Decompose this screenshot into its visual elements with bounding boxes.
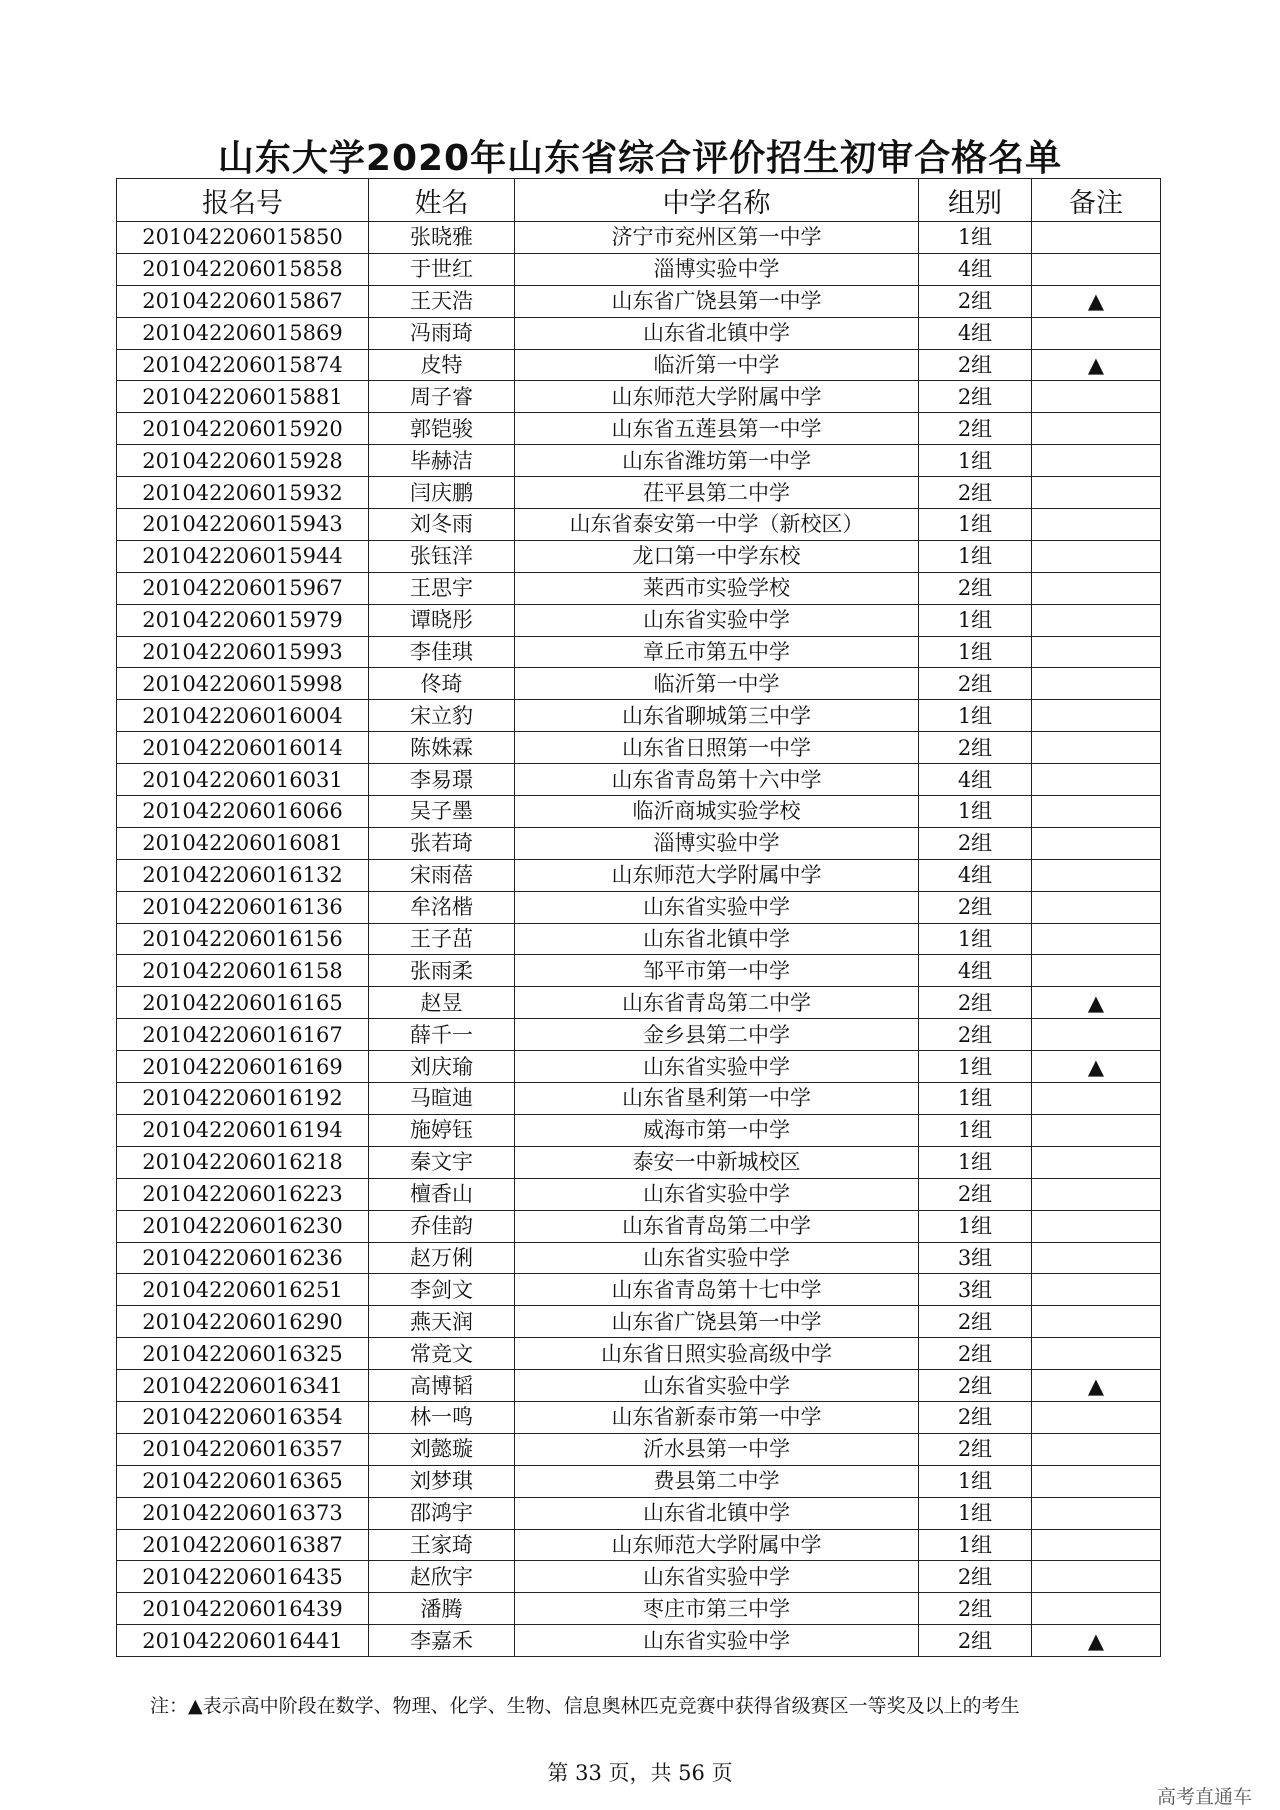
- school-name-cell: 沂水县第一中学: [515, 1433, 919, 1465]
- registration-number-cell: 201042206016223: [117, 1178, 369, 1210]
- school-name-cell: 威海市第一中学: [515, 1114, 919, 1146]
- remark-cell: [1032, 796, 1161, 828]
- student-name-cell: 李剑文: [369, 1274, 515, 1306]
- remark-cell: ▲: [1032, 987, 1161, 1019]
- remark-cell: [1032, 668, 1161, 700]
- table-row: [117, 796, 1161, 828]
- student-name-cell: 张若琦: [369, 827, 515, 859]
- registration-number-cell: 201042206016192: [117, 1083, 369, 1115]
- student-name-cell: 王思宇: [369, 572, 515, 604]
- group-cell: 2组: [919, 1019, 1032, 1051]
- table-row: [117, 636, 1161, 668]
- table-row: [117, 987, 1161, 1019]
- table-row: [117, 1051, 1161, 1083]
- registration-number-cell: 201042206015867: [117, 285, 369, 317]
- student-name-cell: 李易璟: [369, 764, 515, 796]
- remark-cell: [1032, 1465, 1161, 1497]
- school-name-cell: 山东省实验中学: [515, 1561, 919, 1593]
- remark-cell: ▲: [1032, 1370, 1161, 1402]
- remark-cell: [1032, 1593, 1161, 1625]
- student-name-cell: 陈姝霖: [369, 732, 515, 764]
- school-name-cell: 茌平县第二中学: [515, 477, 919, 509]
- table-row: [117, 540, 1161, 572]
- student-name-cell: 牟洺楷: [369, 891, 515, 923]
- group-cell: 1组: [919, 636, 1032, 668]
- school-name-cell: 山东省广饶县第一中学: [515, 285, 919, 317]
- school-name-cell: 枣庄市第三中学: [515, 1593, 919, 1625]
- remark-cell: [1032, 572, 1161, 604]
- remark-cell: [1032, 445, 1161, 477]
- remark-cell: [1032, 381, 1161, 413]
- student-name-cell: 刘懿璇: [369, 1433, 515, 1465]
- remark-cell: [1032, 604, 1161, 636]
- table-row: [117, 349, 1161, 381]
- registration-number-cell: 201042206016031: [117, 764, 369, 796]
- student-name-cell: 李嘉禾: [369, 1625, 515, 1657]
- registration-number-cell: 201042206015874: [117, 349, 369, 381]
- table-row: [117, 1370, 1161, 1402]
- school-name-cell: 山东省实验中学: [515, 1370, 919, 1402]
- registration-number-cell: 201042206016169: [117, 1051, 369, 1083]
- registration-number-cell: 201042206016136: [117, 891, 369, 923]
- table-row: [117, 509, 1161, 541]
- registration-number-cell: 201042206016004: [117, 700, 369, 732]
- table-row: [117, 1146, 1161, 1178]
- school-name-cell: 淄博实验中学: [515, 253, 919, 285]
- school-name-cell: 山东省实验中学: [515, 1625, 919, 1657]
- table-row: [117, 381, 1161, 413]
- school-name-cell: 山东省日照实验高级中学: [515, 1338, 919, 1370]
- remark-cell: [1032, 1561, 1161, 1593]
- student-name-cell: 赵昱: [369, 987, 515, 1019]
- group-cell: 1组: [919, 540, 1032, 572]
- remark-cell: ▲: [1032, 1051, 1161, 1083]
- student-name-cell: 刘庆瑜: [369, 1051, 515, 1083]
- school-name-cell: 莱西市实验学校: [515, 572, 919, 604]
- school-name-cell: 临沂商城实验学校: [515, 796, 919, 828]
- registration-number-cell: 201042206016014: [117, 732, 369, 764]
- student-name-cell: 王家琦: [369, 1529, 515, 1561]
- student-name-cell: 檀香山: [369, 1178, 515, 1210]
- registration-number-cell: 201042206016236: [117, 1242, 369, 1274]
- registration-number-cell: 201042206016194: [117, 1114, 369, 1146]
- school-name-cell: 山东省垦利第一中学: [515, 1083, 919, 1115]
- student-name-cell: 于世红: [369, 253, 515, 285]
- watermark: 高考直通车: [1156, 1786, 1252, 1808]
- school-name-cell: 山东省实验中学: [515, 891, 919, 923]
- header-remark: 备注: [1032, 179, 1161, 222]
- student-name-cell: 马暄迪: [369, 1083, 515, 1115]
- registration-number-cell: 201042206015979: [117, 604, 369, 636]
- group-cell: 1组: [919, 1146, 1032, 1178]
- table-row: [117, 732, 1161, 764]
- school-name-cell: 金乡县第二中学: [515, 1019, 919, 1051]
- group-cell: 4组: [919, 955, 1032, 987]
- group-cell: 4组: [919, 859, 1032, 891]
- registration-number-cell: 201042206015932: [117, 477, 369, 509]
- table-row: [117, 1083, 1161, 1115]
- group-cell: 2组: [919, 1178, 1032, 1210]
- table-row: [117, 891, 1161, 923]
- school-name-cell: 山东省潍坊第一中学: [515, 445, 919, 477]
- student-name-cell: 潘腾: [369, 1593, 515, 1625]
- group-cell: 3组: [919, 1242, 1032, 1274]
- school-name-cell: 山东省广饶县第一中学: [515, 1306, 919, 1338]
- remark-cell: [1032, 1401, 1161, 1433]
- registration-number-cell: 201042206015998: [117, 668, 369, 700]
- student-name-cell: 薛千一: [369, 1019, 515, 1051]
- group-cell: 4组: [919, 317, 1032, 349]
- registration-number-cell: 201042206016387: [117, 1529, 369, 1561]
- student-name-cell: 燕天润: [369, 1306, 515, 1338]
- school-name-cell: 山东省实验中学: [515, 1178, 919, 1210]
- remark-cell: [1032, 732, 1161, 764]
- student-name-cell: 冯雨琦: [369, 317, 515, 349]
- remark-cell: ▲: [1032, 349, 1161, 381]
- group-cell: 1组: [919, 1529, 1032, 1561]
- group-cell: 1组: [919, 923, 1032, 955]
- remark-cell: [1032, 636, 1161, 668]
- group-cell: 2组: [919, 413, 1032, 445]
- group-cell: 2组: [919, 381, 1032, 413]
- table-row: [117, 923, 1161, 955]
- table-row: [117, 764, 1161, 796]
- registration-number-cell: 201042206015881: [117, 381, 369, 413]
- group-cell: 1组: [919, 445, 1032, 477]
- group-cell: 1组: [919, 796, 1032, 828]
- group-cell: 2组: [919, 668, 1032, 700]
- remark-cell: [1032, 509, 1161, 541]
- registration-number-cell: 201042206016357: [117, 1433, 369, 1465]
- registration-number-cell: 201042206016066: [117, 796, 369, 828]
- school-name-cell: 泰安一中新城校区: [515, 1146, 919, 1178]
- table-row: [117, 1114, 1161, 1146]
- student-name-cell: 常竞文: [369, 1338, 515, 1370]
- group-cell: 2组: [919, 1625, 1032, 1657]
- remark-cell: [1032, 1529, 1161, 1561]
- registration-number-cell: 201042206016218: [117, 1146, 369, 1178]
- group-cell: 4组: [919, 253, 1032, 285]
- remark-cell: [1032, 253, 1161, 285]
- table-row: [117, 253, 1161, 285]
- student-name-cell: 秦文宇: [369, 1146, 515, 1178]
- student-name-cell: 毕赫洁: [369, 445, 515, 477]
- remark-cell: [1032, 413, 1161, 445]
- group-cell: 1组: [919, 604, 1032, 636]
- student-name-cell: 王子茁: [369, 923, 515, 955]
- admission-list-table: [116, 178, 1161, 1657]
- remark-cell: [1032, 1274, 1161, 1306]
- registration-number-cell: 201042206016441: [117, 1625, 369, 1657]
- group-cell: 2组: [919, 1338, 1032, 1370]
- table-row: [117, 222, 1161, 254]
- student-name-cell: 高博韬: [369, 1370, 515, 1402]
- student-name-cell: 周子睿: [369, 381, 515, 413]
- group-cell: 2组: [919, 349, 1032, 381]
- school-name-cell: 临沂第一中学: [515, 668, 919, 700]
- table-header-row: [117, 179, 1161, 222]
- page-title: 山东大学2020年山东省综合评价招生初审合格名单: [217, 138, 1063, 179]
- table-row: [117, 604, 1161, 636]
- school-name-cell: 邹平市第一中学: [515, 955, 919, 987]
- school-name-cell: 山东省青岛第十六中学: [515, 764, 919, 796]
- group-cell: 2组: [919, 732, 1032, 764]
- student-name-cell: 皮特: [369, 349, 515, 381]
- table-row: [117, 1593, 1161, 1625]
- remark-cell: ▲: [1032, 1625, 1161, 1657]
- group-cell: 2组: [919, 827, 1032, 859]
- registration-number-cell: 201042206015928: [117, 445, 369, 477]
- group-cell: 2组: [919, 1561, 1032, 1593]
- remark-cell: [1032, 1210, 1161, 1242]
- remark-cell: [1032, 700, 1161, 732]
- remark-cell: [1032, 1338, 1161, 1370]
- student-name-cell: 张雨柔: [369, 955, 515, 987]
- registration-number-cell: 201042206016341: [117, 1370, 369, 1402]
- remark-cell: [1032, 827, 1161, 859]
- registration-number-cell: 201042206015920: [117, 413, 369, 445]
- table-row: [117, 1625, 1161, 1657]
- group-cell: 1组: [919, 1497, 1032, 1529]
- student-name-cell: 李佳琪: [369, 636, 515, 668]
- remark-cell: [1032, 891, 1161, 923]
- group-cell: 2组: [919, 477, 1032, 509]
- school-name-cell: 山东省新泰市第一中学: [515, 1401, 919, 1433]
- registration-number-cell: 201042206016156: [117, 923, 369, 955]
- group-cell: 2组: [919, 572, 1032, 604]
- group-cell: 1组: [919, 1465, 1032, 1497]
- table-row: [117, 445, 1161, 477]
- group-cell: 2组: [919, 1306, 1032, 1338]
- student-name-cell: 乔佳韵: [369, 1210, 515, 1242]
- table-row: [117, 1338, 1161, 1370]
- table-row: [117, 285, 1161, 317]
- registration-number-cell: 201042206016158: [117, 955, 369, 987]
- school-name-cell: 山东师范大学附属中学: [515, 1529, 919, 1561]
- student-name-cell: 刘冬雨: [369, 509, 515, 541]
- school-name-cell: 山东省青岛第二中学: [515, 987, 919, 1019]
- school-name-cell: 费县第二中学: [515, 1465, 919, 1497]
- school-name-cell: 济宁市兖州区第一中学: [515, 222, 919, 254]
- table-row: [117, 1210, 1161, 1242]
- table-row: [117, 827, 1161, 859]
- table-row: [117, 859, 1161, 891]
- table-row: [117, 572, 1161, 604]
- registration-number-cell: 201042206015850: [117, 222, 369, 254]
- registration-number-cell: 201042206015943: [117, 509, 369, 541]
- table-row: [117, 1019, 1161, 1051]
- table-row: [117, 955, 1161, 987]
- student-name-cell: 张晓雅: [369, 222, 515, 254]
- remark-cell: [1032, 540, 1161, 572]
- header-name: 姓名: [369, 179, 515, 222]
- registration-number-cell: 201042206016251: [117, 1274, 369, 1306]
- group-cell: 1组: [919, 1210, 1032, 1242]
- registration-number-cell: 201042206015944: [117, 540, 369, 572]
- remark-cell: [1032, 477, 1161, 509]
- table-row: [117, 1306, 1161, 1338]
- remark-cell: ▲: [1032, 285, 1161, 317]
- student-name-cell: 郭铠骏: [369, 413, 515, 445]
- registration-number-cell: 201042206016167: [117, 1019, 369, 1051]
- student-name-cell: 谭晓彤: [369, 604, 515, 636]
- table-row: [117, 700, 1161, 732]
- registration-number-cell: 201042206016439: [117, 1593, 369, 1625]
- school-name-cell: 山东省聊城第三中学: [515, 700, 919, 732]
- registration-number-cell: 201042206016290: [117, 1306, 369, 1338]
- table-row: [117, 317, 1161, 349]
- group-cell: 1组: [919, 222, 1032, 254]
- school-name-cell: 山东师范大学附属中学: [515, 381, 919, 413]
- student-name-cell: 吴子墨: [369, 796, 515, 828]
- table-row: [117, 668, 1161, 700]
- remark-cell: [1032, 923, 1161, 955]
- registration-number-cell: 201042206016165: [117, 987, 369, 1019]
- group-cell: 1组: [919, 700, 1032, 732]
- student-name-cell: 宋立豹: [369, 700, 515, 732]
- table-row: [117, 1561, 1161, 1593]
- header-school: 中学名称: [515, 179, 919, 222]
- table-row: [117, 477, 1161, 509]
- student-name-cell: 闫庆鹏: [369, 477, 515, 509]
- table-row: [117, 1433, 1161, 1465]
- remark-cell: [1032, 1146, 1161, 1178]
- table-row: [117, 1178, 1161, 1210]
- group-cell: 2组: [919, 1593, 1032, 1625]
- remark-cell: [1032, 1083, 1161, 1115]
- student-name-cell: 施婷钰: [369, 1114, 515, 1146]
- remark-cell: [1032, 764, 1161, 796]
- registration-number-cell: 201042206015858: [117, 253, 369, 285]
- school-name-cell: 山东省青岛第二中学: [515, 1210, 919, 1242]
- header-group: 组别: [919, 179, 1032, 222]
- registration-number-cell: 201042206015993: [117, 636, 369, 668]
- school-name-cell: 山东省实验中学: [515, 604, 919, 636]
- student-name-cell: 林一鸣: [369, 1401, 515, 1433]
- header-registration-number: 报名号: [117, 179, 369, 222]
- school-name-cell: 山东省北镇中学: [515, 1497, 919, 1529]
- group-cell: 2组: [919, 285, 1032, 317]
- registration-number-cell: 201042206015967: [117, 572, 369, 604]
- remark-cell: [1032, 222, 1161, 254]
- remark-cell: [1032, 1306, 1161, 1338]
- remark-cell: [1032, 317, 1161, 349]
- registration-number-cell: 201042206016325: [117, 1338, 369, 1370]
- table-row: [117, 1497, 1161, 1529]
- page-number: 第 33 页，共 56 页: [547, 1761, 733, 1785]
- remark-cell: [1032, 1497, 1161, 1529]
- school-name-cell: 山东省青岛第十七中学: [515, 1274, 919, 1306]
- registration-number-cell: 201042206016365: [117, 1465, 369, 1497]
- school-name-cell: 山东省泰安第一中学（新校区）: [515, 509, 919, 541]
- school-name-cell: 山东省五莲县第一中学: [515, 413, 919, 445]
- table-row: [117, 1401, 1161, 1433]
- table-row: [117, 1274, 1161, 1306]
- school-name-cell: 山东师范大学附属中学: [515, 859, 919, 891]
- student-name-cell: 宋雨蓓: [369, 859, 515, 891]
- group-cell: 1组: [919, 1051, 1032, 1083]
- registration-number-cell: 201042206016230: [117, 1210, 369, 1242]
- student-name-cell: 刘梦琪: [369, 1465, 515, 1497]
- group-cell: 3组: [919, 1274, 1032, 1306]
- group-cell: 1组: [919, 1083, 1032, 1115]
- school-name-cell: 龙口第一中学东校: [515, 540, 919, 572]
- table-row: [117, 1529, 1161, 1561]
- remark-cell: [1032, 1114, 1161, 1146]
- remark-cell: [1032, 1433, 1161, 1465]
- group-cell: 2组: [919, 1370, 1032, 1402]
- group-cell: 1组: [919, 1114, 1032, 1146]
- remark-cell: [1032, 859, 1161, 891]
- table-body: [117, 222, 1161, 1657]
- student-name-cell: 邵鸿宇: [369, 1497, 515, 1529]
- registration-number-cell: 201042206016132: [117, 859, 369, 891]
- remark-cell: [1032, 1178, 1161, 1210]
- school-name-cell: 山东省实验中学: [515, 1051, 919, 1083]
- school-name-cell: 山东省日照第一中学: [515, 732, 919, 764]
- remark-cell: [1032, 1019, 1161, 1051]
- registration-number-cell: 201042206015869: [117, 317, 369, 349]
- school-name-cell: 章丘市第五中学: [515, 636, 919, 668]
- remark-cell: [1032, 955, 1161, 987]
- registration-number-cell: 201042206016435: [117, 1561, 369, 1593]
- registration-number-cell: 201042206016354: [117, 1401, 369, 1433]
- student-name-cell: 王天浩: [369, 285, 515, 317]
- group-cell: 2组: [919, 891, 1032, 923]
- table-row: [117, 1465, 1161, 1497]
- remark-cell: [1032, 1242, 1161, 1274]
- table-row: [117, 1242, 1161, 1274]
- student-name-cell: 张钰洋: [369, 540, 515, 572]
- school-name-cell: 山东省北镇中学: [515, 317, 919, 349]
- group-cell: 2组: [919, 987, 1032, 1019]
- group-cell: 4组: [919, 764, 1032, 796]
- student-name-cell: 赵万俐: [369, 1242, 515, 1274]
- table-row: [117, 413, 1161, 445]
- group-cell: 2组: [919, 1433, 1032, 1465]
- student-name-cell: 佟琦: [369, 668, 515, 700]
- group-cell: 1组: [919, 509, 1032, 541]
- registration-number-cell: 201042206016373: [117, 1497, 369, 1529]
- student-name-cell: 赵欣宇: [369, 1561, 515, 1593]
- school-name-cell: 淄博实验中学: [515, 827, 919, 859]
- footnote: 注：▲表示高中阶段在数学、物理、化学、生物、信息奥林匹克竞赛中获得省级赛区一等奖及以上的考生: [150, 1695, 1020, 1717]
- school-name-cell: 山东省实验中学: [515, 1242, 919, 1274]
- registration-number-cell: 201042206016081: [117, 827, 369, 859]
- school-name-cell: 山东省北镇中学: [515, 923, 919, 955]
- group-cell: 2组: [919, 1401, 1032, 1433]
- school-name-cell: 临沂第一中学: [515, 349, 919, 381]
